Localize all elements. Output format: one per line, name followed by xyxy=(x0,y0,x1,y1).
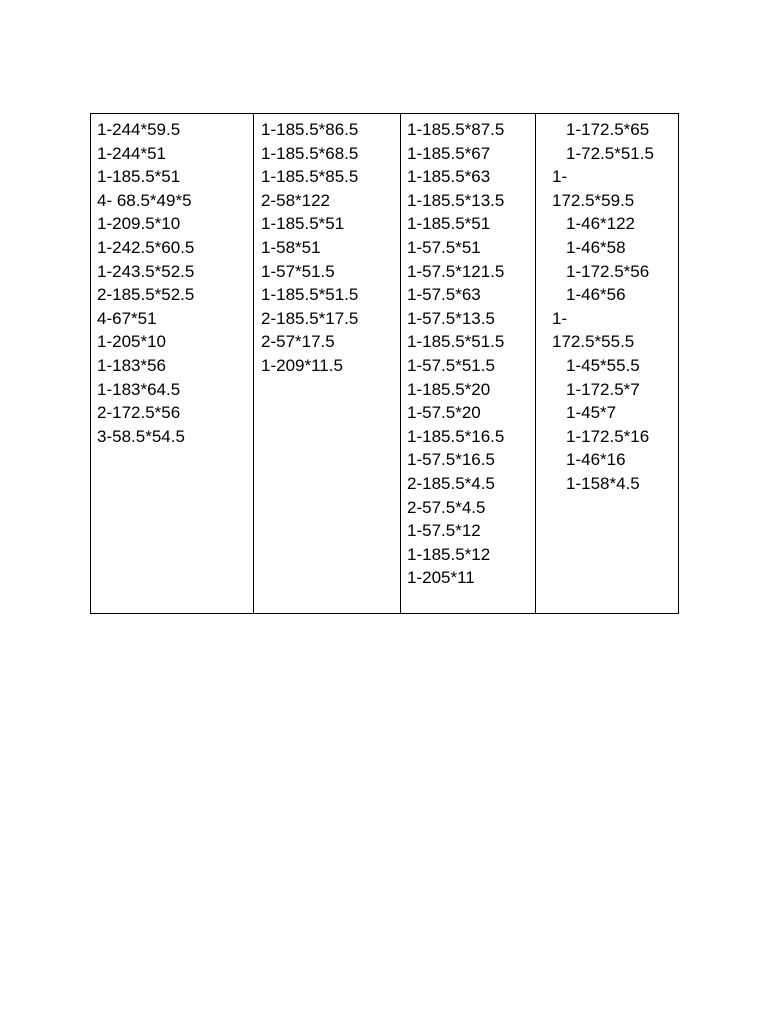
cell-line: 1-205*10 xyxy=(97,332,167,352)
cell-line: 1-185.5*67 xyxy=(407,143,491,163)
cell-line: 2-57.5*4.5 xyxy=(407,497,486,517)
cell-line: 1-46*58 xyxy=(566,237,626,257)
cell-lines xyxy=(536,118,678,496)
cell-line: 1-58*51 xyxy=(261,237,321,257)
cell-line: 1-57.5*51 xyxy=(407,237,481,257)
cell-line: 1-172.5*56 xyxy=(566,261,650,281)
cell-line: 1-185.5*86.5 xyxy=(261,120,359,139)
cell-line: 3-58.5*54.5 xyxy=(97,426,185,446)
cell-line: 2-185.5*4.5 xyxy=(407,473,495,493)
cell-line: 1-185.5*51 xyxy=(261,214,345,234)
cell-lines xyxy=(401,118,535,590)
cell-line: 1-57.5*20 xyxy=(407,403,481,423)
cell-line: 1-172.5*16 xyxy=(566,426,650,446)
cell-line: 1-57.5*63 xyxy=(407,285,481,305)
cell-line: 1-209*11.5 xyxy=(261,355,343,375)
cell-line: 1- xyxy=(552,167,568,187)
cell-line: 1-57.5*12 xyxy=(407,521,481,541)
cell-line: 1-45*7 xyxy=(566,403,617,423)
cell-line: 1-57.5*121.5 xyxy=(407,261,505,281)
cell-line: 1-185.5*51.5 xyxy=(261,285,359,305)
cell-line: 4- 68.5*49*5 xyxy=(97,190,192,210)
cell-line: 1- xyxy=(552,308,568,328)
cell-line: 1-185.5*16.5 xyxy=(407,426,505,446)
measurements-table xyxy=(90,113,679,614)
cell-line: 1-185.5*12 xyxy=(407,544,491,564)
cell-line: 1-57.5*16.5 xyxy=(407,450,495,470)
cell-line: 1-46*122 xyxy=(566,214,636,234)
cell-line: 172.5*59.5 xyxy=(552,190,635,210)
cell-line: 1-46*56 xyxy=(566,285,626,305)
cell-line: 1-185.5*13.5 xyxy=(407,190,505,210)
cell-line: 1-205*11 xyxy=(407,568,475,588)
cell-line: 1-242.5*60.5 xyxy=(97,237,195,257)
table-cell-column-4 xyxy=(536,114,679,614)
cell-line: 1-72.5*51.5 xyxy=(566,143,654,163)
cell-line: 1-185.5*87.5 xyxy=(407,120,505,139)
cell-line: 1-183*64.5 xyxy=(97,379,181,399)
cell-line: 172.5*55.5 xyxy=(552,332,635,352)
cell-line: 1-185.5*63 xyxy=(407,167,491,187)
cell-line: 1-185.5*20 xyxy=(407,379,491,399)
cell-line: 2-57*17.5 xyxy=(261,332,335,352)
cell-line: 1-57*51.5 xyxy=(261,261,335,281)
cell-line: 2-185.5*17.5 xyxy=(261,308,359,328)
cell-line: 1-185.5*85.5 xyxy=(261,167,359,187)
cell-line: 2-172.5*56 xyxy=(97,403,181,423)
cell-line: 4-67*51 xyxy=(97,308,157,328)
cell-line: 1-172.5*65 xyxy=(566,120,650,139)
cell-line: 1-244*59.5 xyxy=(97,120,181,139)
table-cell-column-2 xyxy=(254,114,401,614)
table-row xyxy=(91,114,679,614)
cell-line: 1-185.5*51 xyxy=(407,214,491,234)
cell-line: 2-185.5*52.5 xyxy=(97,285,195,305)
cell-line: 1-158*4.5 xyxy=(566,473,640,493)
cell-line: 1-45*55.5 xyxy=(566,355,640,375)
cell-line: 1-185.5*51 xyxy=(97,167,181,187)
cell-line: 1-185.5*51.5 xyxy=(407,332,505,352)
cell-line: 1-57.5*51.5 xyxy=(407,355,495,375)
cell-line: 1-172.5*7 xyxy=(566,379,640,399)
cell-line: 1-57.5*13.5 xyxy=(407,308,495,328)
cell-line: 1-183*56 xyxy=(97,355,167,375)
cell-lines xyxy=(254,118,400,378)
cell-line: 2-58*122 xyxy=(261,190,331,210)
cell-line: 1-209.5*10 xyxy=(97,214,181,234)
cell-line: 1-244*51 xyxy=(97,143,167,163)
table-cell-column-1 xyxy=(91,114,254,614)
cell-line: 1-46*16 xyxy=(566,450,626,470)
cell-lines xyxy=(91,118,253,448)
cell-line: 1-185.5*68.5 xyxy=(261,143,359,163)
cell-line: 1-243.5*52.5 xyxy=(97,261,195,281)
table-cell-column-3 xyxy=(401,114,536,614)
